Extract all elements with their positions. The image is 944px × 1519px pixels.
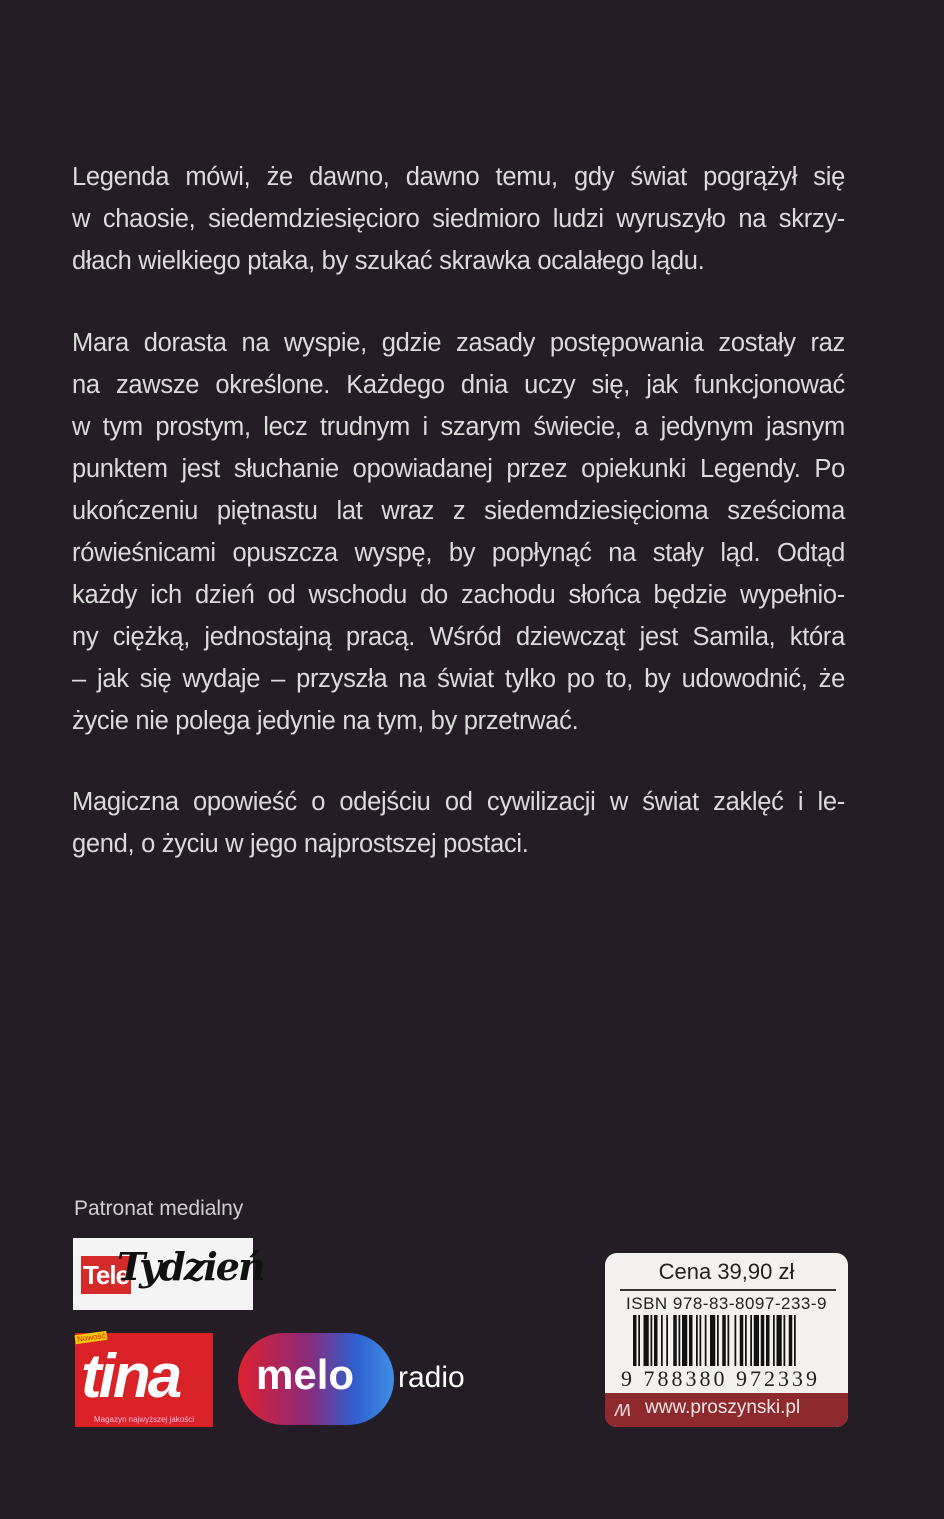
- price: Cena 39,90 zł: [658, 1259, 795, 1284]
- publisher-logo-icon: ʍ: [615, 1396, 631, 1421]
- melo-radio-logo: [238, 1333, 394, 1425]
- text-line: punktem jest słuchanie opowiadanej przez opiekunki Legendy. Po: [72, 455, 845, 483]
- text-line: Mara dorasta na wyspie, gdzie zasady postępowania zostały raz: [72, 329, 845, 357]
- isbn: ISBN 978-83-8097-233-9: [626, 1294, 827, 1313]
- blurb-paragraph-3: [72, 781, 845, 865]
- tina-name: tina: [81, 1342, 180, 1411]
- text-line: rówieśnicami opuszcza wyspę, by popłynąć na stały ląd. Odtąd: [72, 539, 845, 567]
- text-line: w chaosie, siedemdziesięcioro siedmioro ludzi wyruszyło na skrzy-: [72, 205, 845, 233]
- text-line: w tym prostym, lecz trudnym i szarym świecie, a jedynym jasnym: [72, 413, 845, 441]
- text-line: dłach wielkiego ptaka, by szukać skrawka ocalałego lądu.: [72, 247, 705, 275]
- tina-logo: [75, 1333, 213, 1427]
- tele-logo-part: Tele: [81, 1256, 131, 1294]
- melo-name: melo: [256, 1351, 355, 1398]
- radio-label: radio: [398, 1361, 465, 1394]
- tina-tagline: Magazyn najwyższej jakości: [93, 1415, 195, 1424]
- text-line: ukończeniu piętnastu lat wraz z siedemdziesięcioma sześcioma: [72, 497, 845, 525]
- text-line: Legenda mówi, że dawno, dawno temu, gdy świat pogrążył się: [72, 163, 845, 191]
- publisher-url: www.proszynski.pl: [645, 1397, 801, 1418]
- blurb-paragraph-2: [72, 322, 845, 742]
- price-isbn-label: [605, 1253, 848, 1427]
- tydzien-logo-part: Tydzień: [117, 1244, 264, 1289]
- media-patronage-label: Patronat medialny: [74, 1197, 244, 1220]
- text-line: gend, o życiu w jego najprostszej postaci.: [72, 830, 529, 858]
- text-line: każdy ich dzień od wschodu do zachodu słońca będzie wypełnio-: [72, 581, 845, 609]
- text-line: na zawsze określone. Każdego dnia uczy się, jak funkcjonować: [72, 371, 845, 399]
- tina-new-badge: Nowość: [76, 1331, 106, 1344]
- publisher-band: [605, 1393, 848, 1427]
- blurb-paragraph-1: [72, 156, 845, 282]
- text-line: życie nie polega jedynie na tym, by przetrwać.: [72, 707, 579, 735]
- barcode-digits: 9 788380 972339: [621, 1366, 820, 1391]
- text-line: ny ciężką, jednostajną pracą. Wśród dziewcząt jest Samila, która: [72, 623, 845, 651]
- text-line: – jak się wydaje – przyszła na świat tylko po to, by udowodnić, że: [72, 665, 845, 693]
- divider: [620, 1289, 836, 1291]
- tele-tydzien-logo: [73, 1238, 264, 1310]
- text-line: Magiczna opowieść o odejściu od cywilizacji w świat zaklęć i le-: [72, 788, 845, 816]
